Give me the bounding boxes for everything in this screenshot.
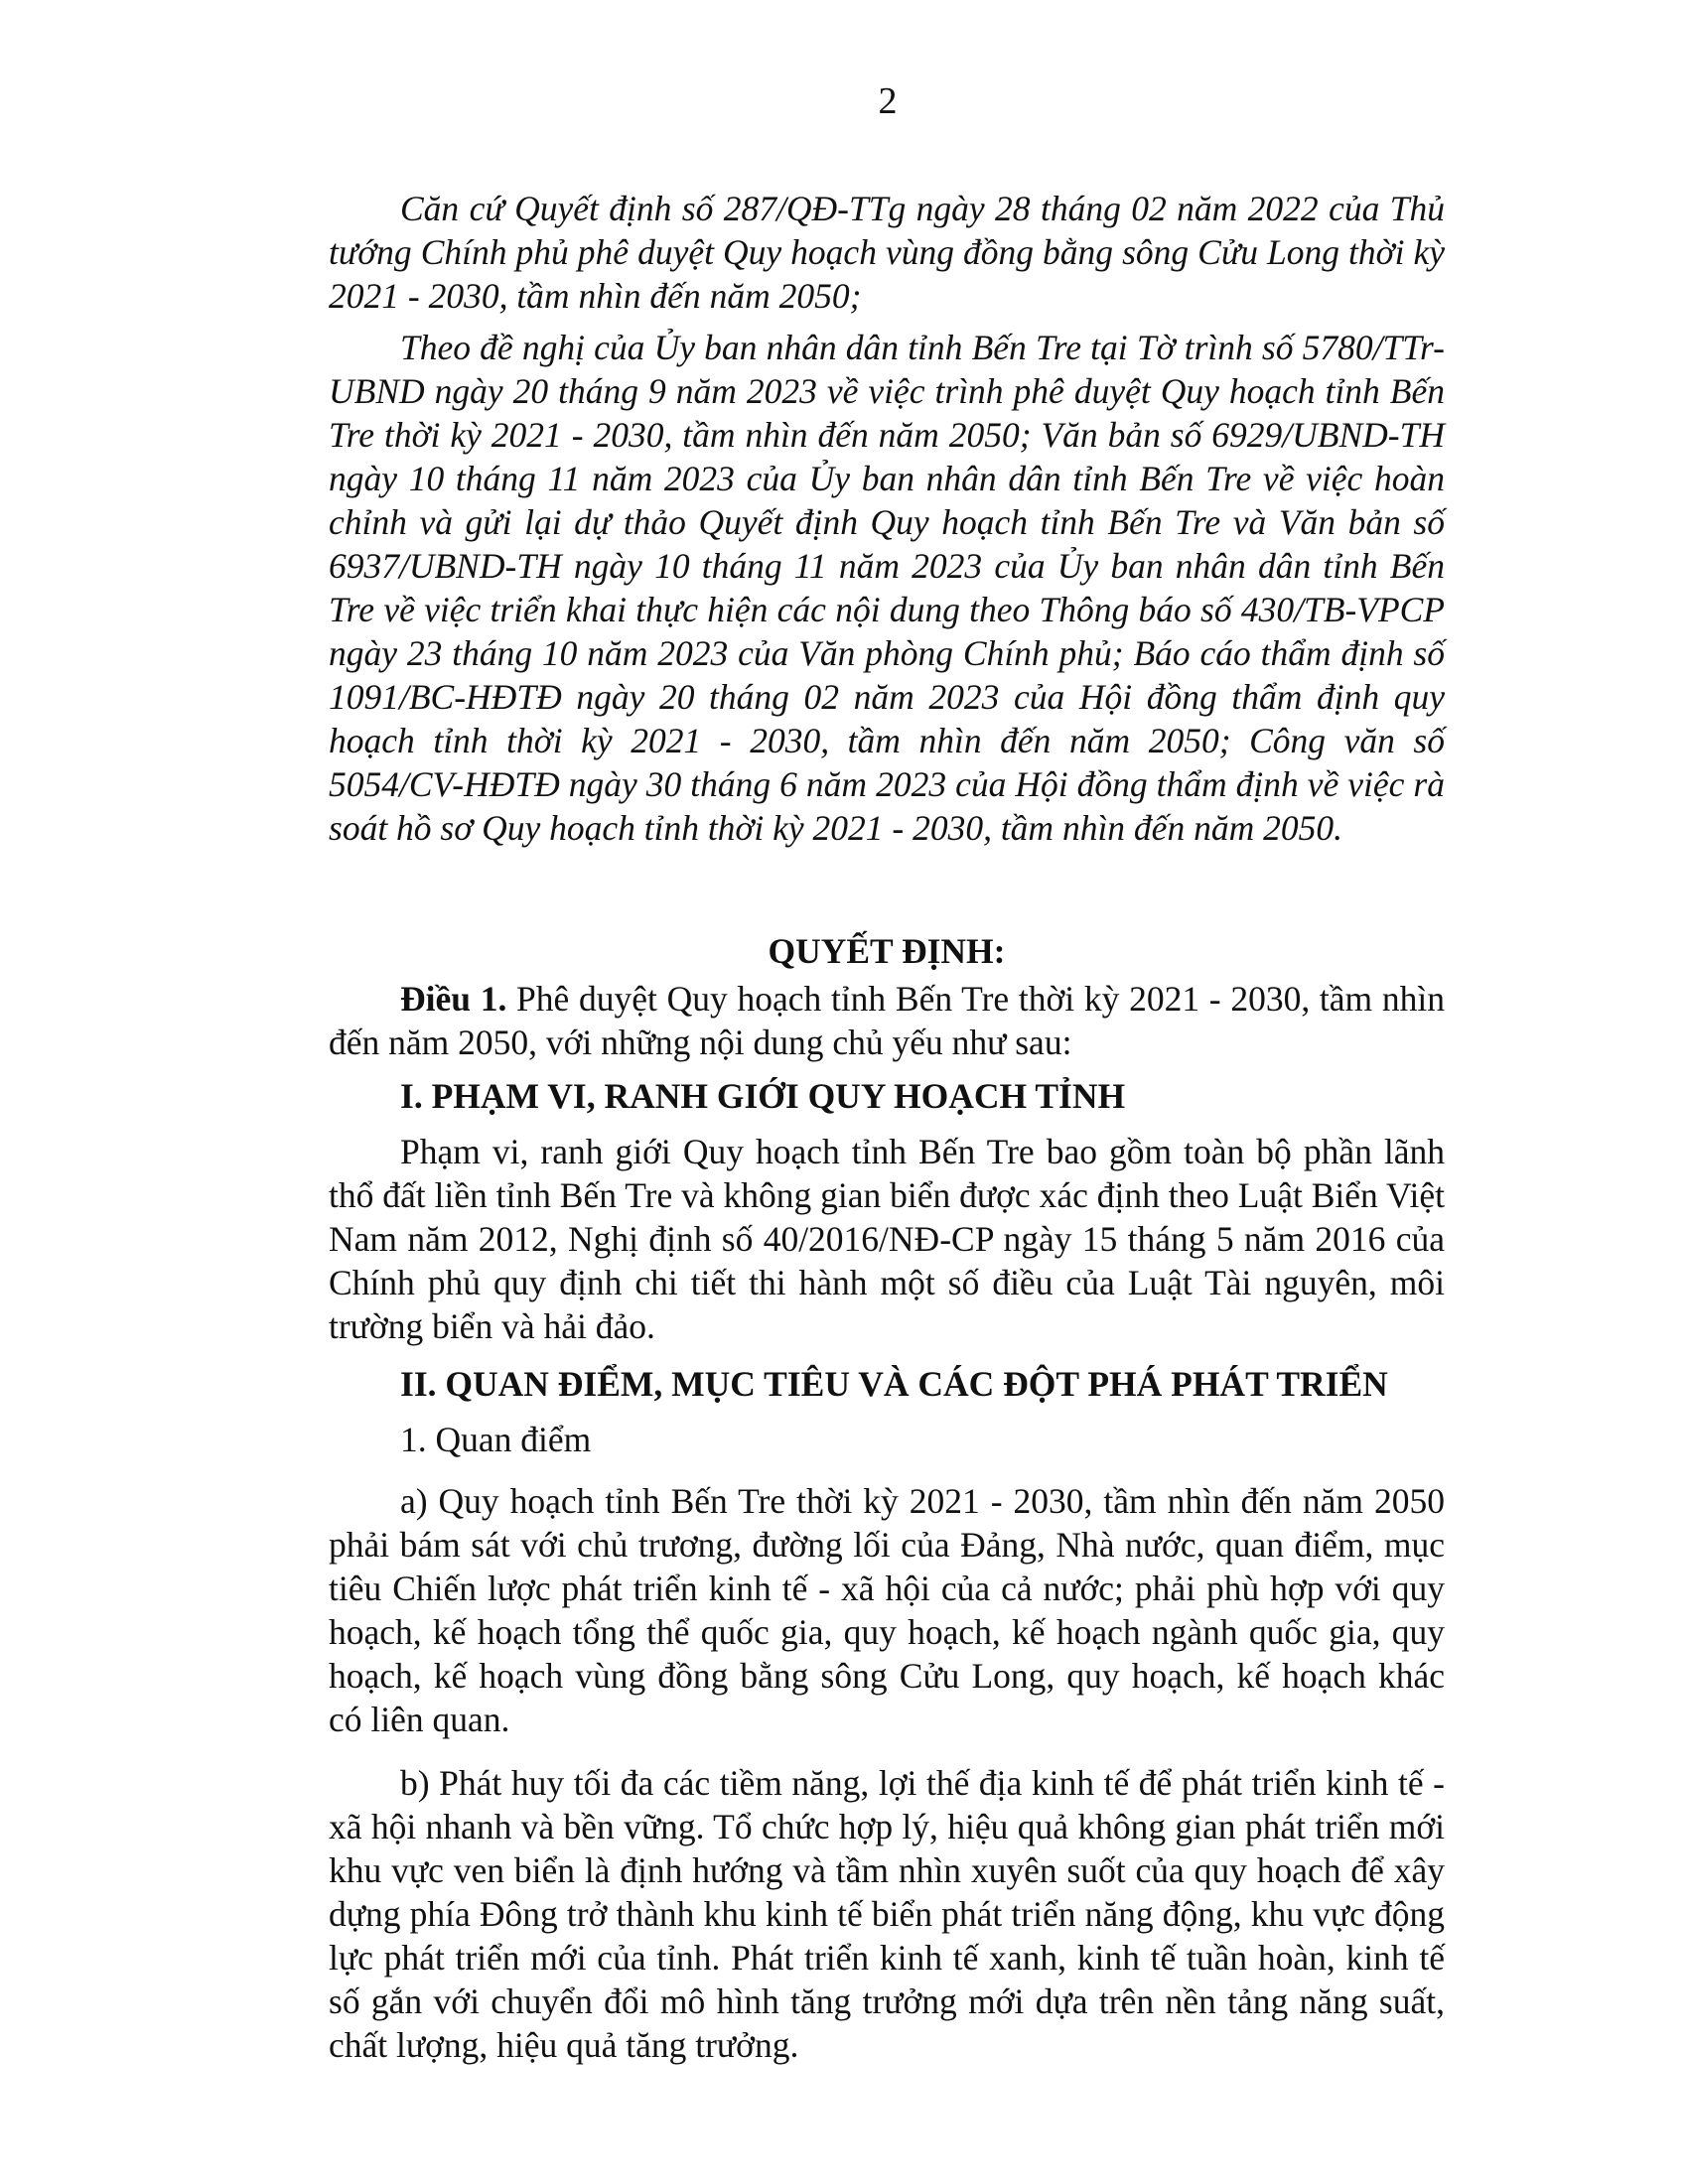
- section-2-heading: II. QUAN ĐIỂM, MỤC TIÊU VÀ CÁC ĐỘT PHÁ PHÁT TRIỂN: [400, 1364, 1388, 1404]
- article-1-label: Điều 1.: [400, 979, 507, 1019]
- point-a-paragraph: a) Quy hoạch tỉnh Bến Tre thời kỳ 2021 - 2030, tầm nhìn đến năm 2050 phải bám sát với chủ trương, đường lối của Đảng, Nhà nước, quan điểm, mục tiêu Chiến lược phát triển kinh tế - xã hội của cả nước; phải phù hợp với quy hoạch, kế hoạch tổng thể quốc gia, quy hoạch, kế hoạch ngành quốc gia, quy hoạch, kế hoạch vùng đồng bằng sông Cửu Long, quy hoạch, kế hoạch khác có liên quan.: [329, 1481, 1445, 1739]
- article-1-paragraph: [329, 977, 1445, 1064]
- section-1-scope-paragraph: Phạm vi, ranh giới Quy hoạch tỉnh Bến Tre bao gồm toàn bộ phần lãnh thổ đất liền tỉnh Bến Tre và không gian biển được xác định theo Luật Biển Việt Nam năm 2012, Nghị định số 40/2016/NĐ-CP ngày 15 tháng 5 năm 2016 của Chính phủ quy định chi tiết thi hành một số điều của Luật Tài nguyên, môi trường biển và hải đảo.: [329, 1132, 1445, 1346]
- legal-basis-paragraph: Căn cứ Quyết định số 287/QĐ-TTg ngày 28 tháng 02 năm 2022 của Thủ tướng Chính phủ phê duyệt Quy hoạch vùng đồng bằng sông Cửu Long thời kỳ 2021 - 2030, tầm nhìn đến năm 2050;: [329, 189, 1445, 316]
- document-body: [329, 187, 1445, 2067]
- section-1-heading: I. PHẠM VI, RANH GIỚI QUY HOẠCH TỈNH: [400, 1076, 1126, 1116]
- subsection-1-heading: 1. Quan điểm: [400, 1420, 592, 1459]
- article-1-text: Phê duyệt Quy hoạch tỉnh Bến Tre thời kỳ 2021 - 2030, tầm nhìn đến năm 2050, với những nội dung chủ yếu như sau:: [329, 979, 1445, 1062]
- point-b-paragraph: b) Phát huy tối đa các tiềm năng, lợi thế địa kinh tế để phát triển kinh tế - xã hội nhanh và bền vững. Tổ chức hợp lý, hiệu quả không gian phát triển mới khu vực ven biển là định hướng và tầm nhìn xuyên suốt của quy hoạch để xây dựng phía Đông trở thành khu kinh tế biển phát triển năng động, khu vực động lực phát triển mới của tỉnh. Phát triển kinh tế xanh, kinh tế tuần hoàn, kinh tế số gắn với chuyển đổi mô hình tăng trưởng mới dựa trên nền tảng năng suất, chất lượng, hiệu quả tăng trưởng.: [329, 1763, 1445, 2065]
- page-number: 2: [878, 80, 898, 122]
- proposal-basis-paragraph: Theo đề nghị của Ủy ban nhân dân tỉnh Bến Tre tại Tờ trình số 5780/TTr-UBND ngày 20 tháng 9 năm 2023 về việc trình phê duyệt Quy hoạch tỉnh Bến Tre thời kỳ 2021 - 2030, tầm nhìn đến năm 2050; Văn bản số 6929/UBND-TH ngày 10 tháng 11 năm 2023 của Ủy ban nhân dân tỉnh Bến Tre về việc hoàn chỉnh và gửi lại dự thảo Quyết định Quy hoạch tỉnh Bến Tre và Văn bản số 6937/UBND-TH ngày 10 tháng 11 năm 2023 của Ủy ban nhân dân tỉnh Bến Tre về việc triển khai thực hiện các nội dung theo Thông báo số 430/TB-VPCP ngày 23 tháng 10 năm 2023 của Văn phòng Chính phủ; Báo cáo thẩm định số 1091/BC-HĐTĐ ngày 20 tháng 02 năm 2023 của Hội đồng thẩm định quy hoạch tỉnh thời kỳ 2021 - 2030, tầm nhìn đến năm 2050; Công văn số 5054/CV-HĐTĐ ngày 30 tháng 6 năm 2023 của Hội đồng thẩm định về việc rà soát hồ sơ Quy hoạch tỉnh thời kỳ 2021 - 2030, tầm nhìn đến năm 2050.: [329, 328, 1445, 848]
- decision-title: QUYẾT ĐỊNH:: [768, 931, 1006, 971]
